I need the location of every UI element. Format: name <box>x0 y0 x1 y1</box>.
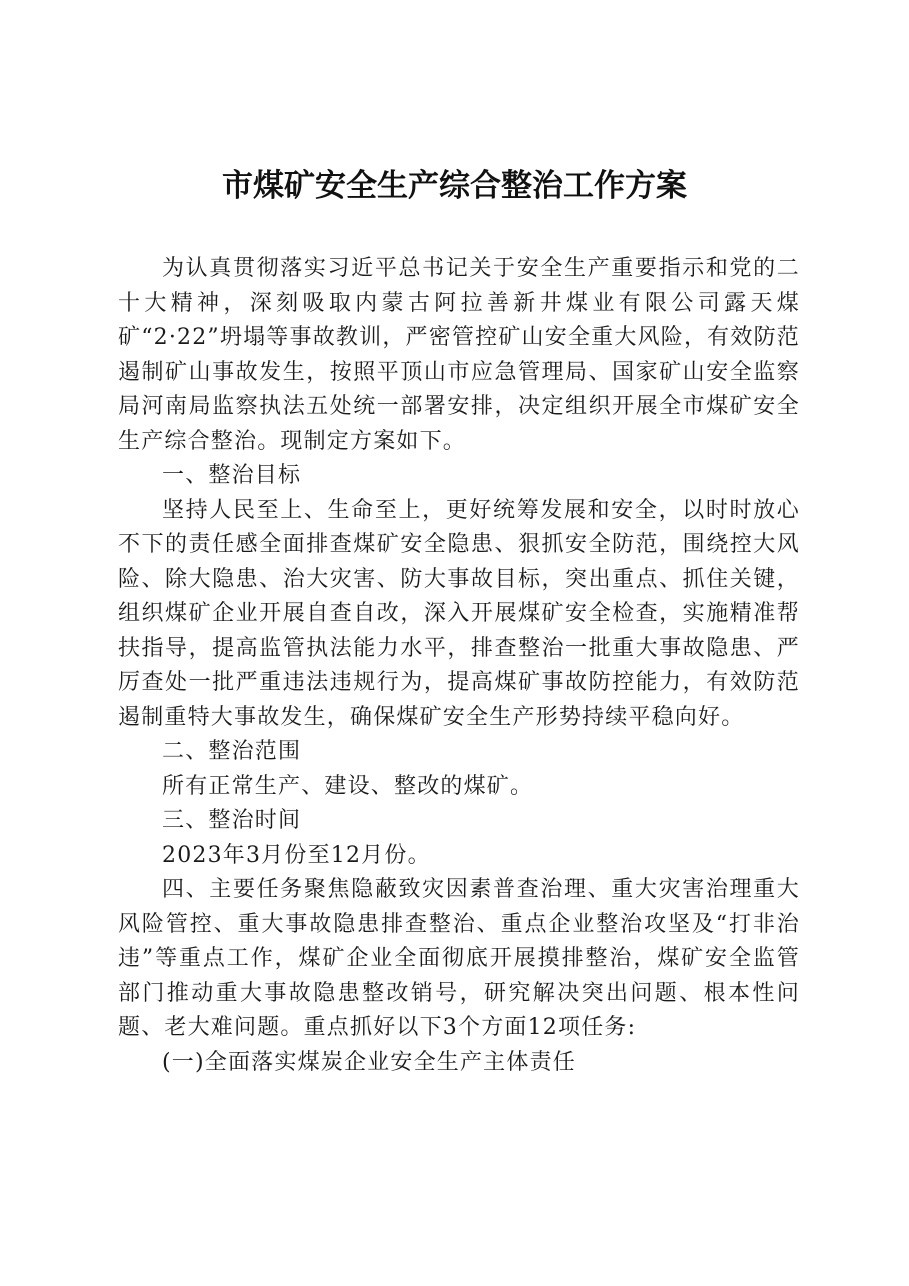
subsection-heading-1: (一)全面落实煤炭企业安全生产主体责任 <box>162 1049 576 1075</box>
scope-paragraph: 所有正常生产、建设、整改的煤矿。 <box>162 773 534 799</box>
document-title: 市煤矿安全生产综合整治工作方案 <box>222 168 687 204</box>
section-heading-scope: 二、整治范围 <box>162 739 302 764</box>
goals-paragraph: 坚持人民至上、生命至上，更好统筹发展和安全，以时时放心不下的责任感全面排查煤矿安全隐患、狠抓安全防范，围绕控大风险、除大隐患、治大灾害、防大事故目标，突出重点、抓住关键，组织煤矿企业开展自查自改，深入开展煤矿安全检查，实施精准帮扶指导，提高监管执法能力水平，排查整治一批重大事故隐患、严厉查处一批严重违法违规行为，提高煤矿事故防控能力，有效防范遏制重特大事故发生，确保煤矿安全生产形势持续平稳向好。 <box>118 497 800 730</box>
section-heading-goals: 一、整治目标 <box>162 463 302 488</box>
intro-paragraph: 为认真贯彻落实习近平总书记关于安全生产重要指示和党的二十大精神，深刻吸取内蒙古阿拉善新井煤业有限公司露天煤矿“2·22”坍塌等事故教训，严密管控矿山安全重大风险，有效防范遏制矿山事故发生，按照平顶山市应急管理局、国家矿山安全监察局河南局监察执法五处统一部署安排，决定组织开展全市煤矿安全生产综合整治。现制定方案如下。 <box>118 256 800 454</box>
tasks-paragraph: 四、主要任务聚焦隐蔽致灾因素普查治理、重大灾害治理重大风险管控、重大事故隐患排查整治、重点企业整治攻坚及“打非治违”等重点工作，煤矿企业全面彻底开展摸排整治，煤矿安全监管部门推动重大事故隐患整改销号，研究解决突出问题、根本性问题、老大难问题。重点抓好以下3个方面12项任务: <box>118 877 800 1040</box>
time-paragraph: 2023年3月份至12月份。 <box>162 842 431 868</box>
section-heading-time: 三、整治时间 <box>162 808 302 833</box>
document-body <box>118 252 800 1080</box>
